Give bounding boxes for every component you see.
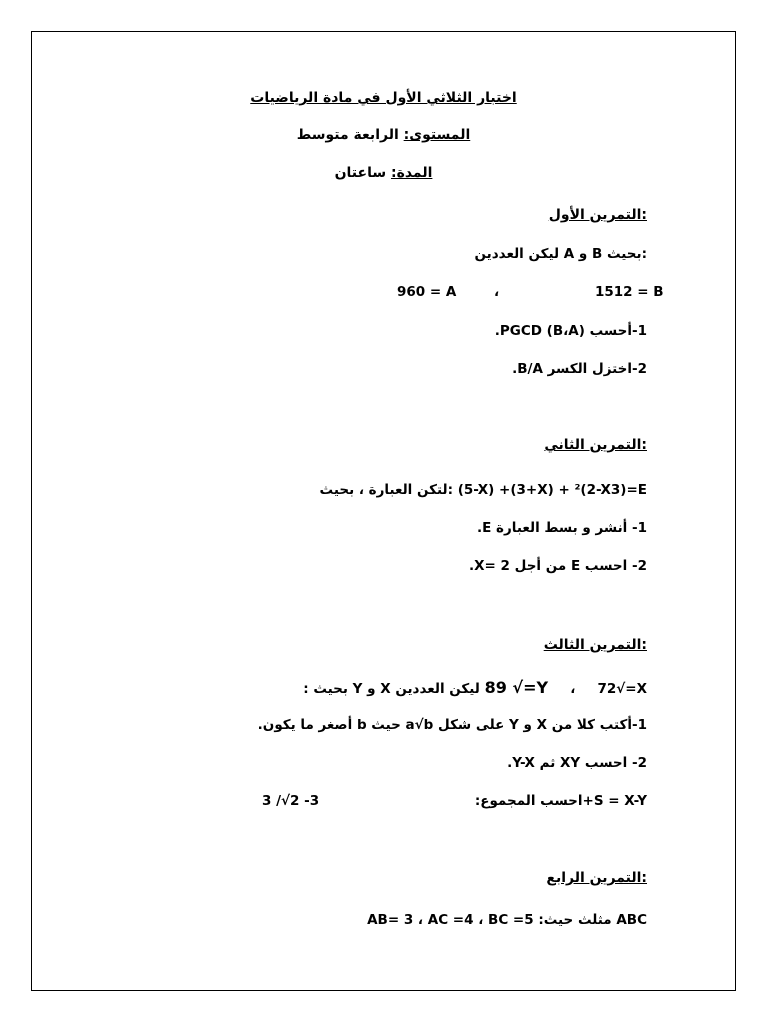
exercise-4-statement: ABC مثلث حيث: AB= 3 ، AC =4 ، BC =5: [367, 912, 647, 928]
exercise-2-title: :التمرين الثاني: [544, 437, 647, 453]
separator: ،: [494, 284, 500, 300]
expression-label: :لتكن العبارة ، بحيث: [319, 482, 453, 498]
level-label: المستوى:: [403, 127, 471, 143]
level-line: [32, 127, 735, 143]
exercise-3-definitions: [303, 678, 647, 697]
sum-label: احسب المجموع:: [474, 793, 583, 809]
exercise-4-title: :التمرين الرابع: [546, 870, 647, 886]
duration-value: ساعتان: [334, 165, 387, 181]
exercise-3-question-2: 2- احسب XY ثم Y-X.: [507, 755, 647, 771]
exercise-1-intro: :بحيث B و A ليكن العددين: [474, 246, 647, 262]
separator: ،: [570, 681, 576, 697]
exercise-3-question-1: 1-أكتب كلا من X و Y على شكل a√b حيث b أصغر ما يكون.: [257, 717, 647, 733]
duration-label: المدة:: [390, 165, 433, 181]
definitions-text: ليكن العددين X و Y بحيث :: [303, 681, 480, 697]
duration-line: [32, 165, 735, 181]
exercise-2-question-1: 1- أنشر و بسط العبارة E.: [476, 520, 647, 536]
value-a: 960 = A: [397, 284, 457, 300]
y-definition: 89 √=Y: [484, 678, 549, 697]
x-definition: 72√=X: [597, 681, 647, 697]
sum-expression: S = X-Y+: [582, 793, 647, 809]
exercise-1-title: :التمرين الأول: [548, 207, 647, 223]
sum-tail: 3 /√2 -3: [262, 793, 320, 809]
exercise-1-question-2: 2-اختزل الكسر B/A.: [512, 361, 647, 377]
value-b: 1512 = B: [595, 284, 664, 300]
exercise-2-expression-line: [320, 482, 647, 498]
exam-page: [31, 31, 736, 991]
exercise-3-title: :التمرين الثالث: [543, 637, 647, 653]
level-value: الرابعة متوسط: [296, 127, 399, 143]
sum-line: [475, 793, 647, 809]
duration-text: [335, 165, 433, 181]
level-text: [297, 127, 471, 143]
exercise-2-question-2: 2- احسب E من أجل 2 =X.: [468, 558, 647, 574]
exercise-1-question-1: 1-أحسب (B،A) PGCD.: [494, 323, 647, 339]
exam-title: اختبار الثلاثي الأول في مادة الرياضيات: [250, 90, 517, 106]
expression-e: (5-X) +(3+X) + ²(2-X3)=E: [457, 482, 647, 498]
